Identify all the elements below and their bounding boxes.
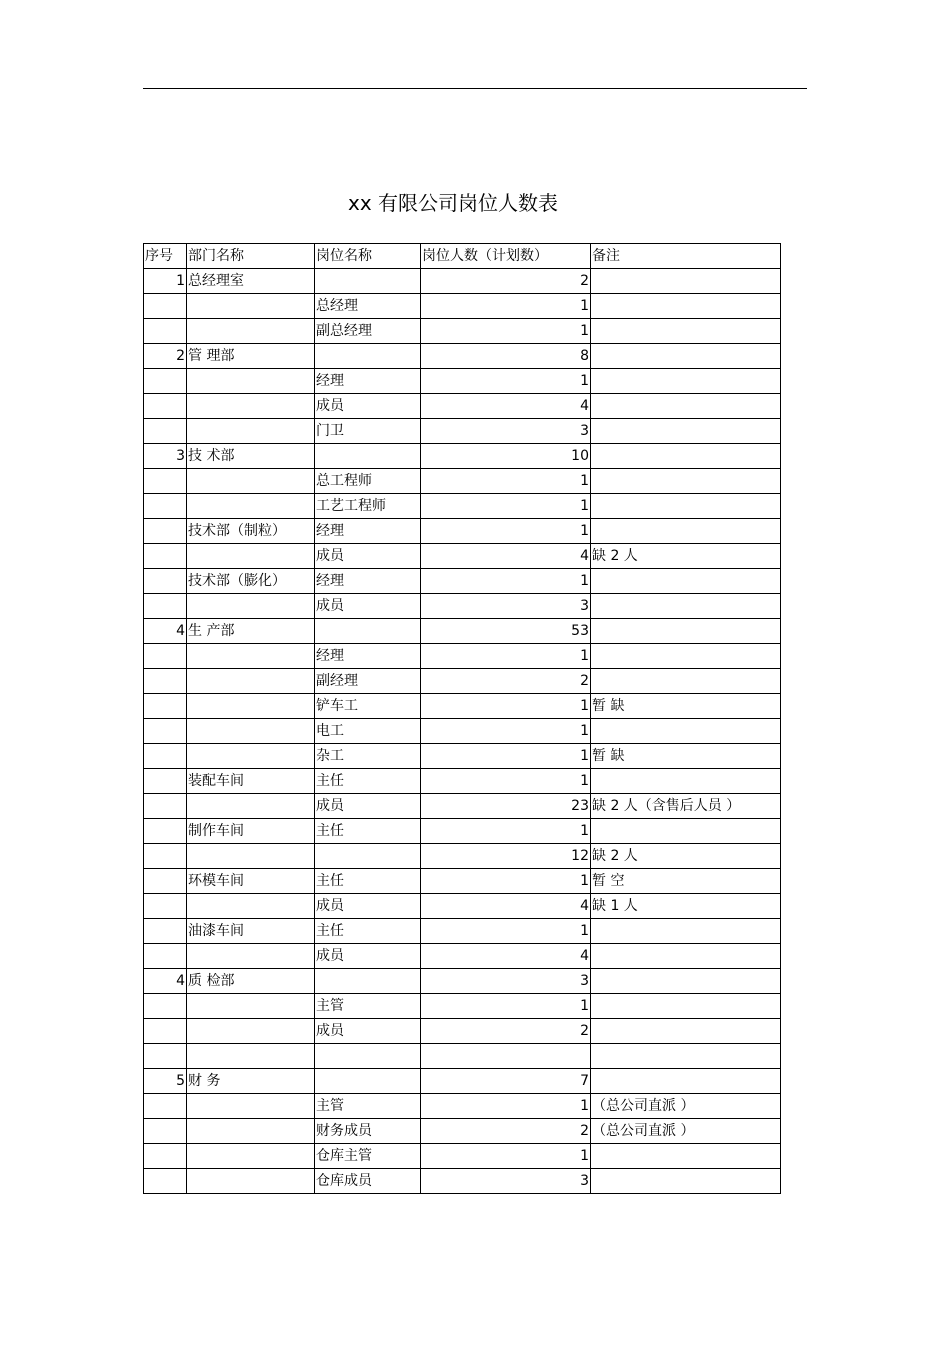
cell-department <box>187 694 315 719</box>
cell-remarks <box>591 969 781 994</box>
cell-position <box>315 444 421 469</box>
table-row <box>144 294 781 319</box>
cell-remarks <box>591 369 781 394</box>
cell-headcount: 8 <box>421 344 591 369</box>
cell-department <box>187 1119 315 1144</box>
cell-index <box>144 1119 187 1144</box>
cell-index <box>144 544 187 569</box>
table-row <box>144 894 781 919</box>
cell-department <box>187 294 315 319</box>
cell-index <box>144 894 187 919</box>
cell-remarks: 缺 2 人 <box>591 844 781 869</box>
cell-headcount: 3 <box>421 419 591 444</box>
cell-remarks <box>591 644 781 669</box>
cell-remarks <box>591 294 781 319</box>
cell-index <box>144 469 187 494</box>
header-cell-index: 序号 <box>144 244 187 269</box>
cell-position <box>315 969 421 994</box>
cell-remarks <box>591 569 781 594</box>
cell-department: 技 术部 <box>187 444 315 469</box>
cell-index <box>144 869 187 894</box>
cell-position: 副经理 <box>315 669 421 694</box>
cell-headcount: 10 <box>421 444 591 469</box>
table-row <box>144 1019 781 1044</box>
cell-index <box>144 844 187 869</box>
cell-headcount: 1 <box>421 644 591 669</box>
cell-remarks <box>591 319 781 344</box>
table-row <box>144 619 781 644</box>
cell-position: 经理 <box>315 644 421 669</box>
table-row <box>144 944 781 969</box>
cell-remarks <box>591 394 781 419</box>
cell-index <box>144 594 187 619</box>
cell-headcount: 53 <box>421 619 591 644</box>
table-row <box>144 1044 781 1069</box>
cell-position: 成员 <box>315 544 421 569</box>
cell-position: 杂工 <box>315 744 421 769</box>
table-row <box>144 544 781 569</box>
table-row <box>144 719 781 744</box>
cell-index <box>144 569 187 594</box>
cell-position: 主任 <box>315 819 421 844</box>
cell-index <box>144 794 187 819</box>
cell-department: 管 理部 <box>187 344 315 369</box>
cell-headcount: 1 <box>421 1144 591 1169</box>
cell-department <box>187 744 315 769</box>
cell-department <box>187 1169 315 1194</box>
cell-department <box>187 944 315 969</box>
cell-remarks <box>591 994 781 1019</box>
table-row <box>144 444 781 469</box>
cell-headcount: 1 <box>421 994 591 1019</box>
cell-remarks <box>591 669 781 694</box>
table-row <box>144 494 781 519</box>
cell-headcount: 1 <box>421 494 591 519</box>
cell-index <box>144 644 187 669</box>
cell-remarks <box>591 769 781 794</box>
table-row <box>144 1119 781 1144</box>
cell-headcount: 2 <box>421 669 591 694</box>
cell-position <box>315 619 421 644</box>
cell-position: 主任 <box>315 919 421 944</box>
cell-headcount: 2 <box>421 1019 591 1044</box>
cell-index <box>144 1094 187 1119</box>
cell-headcount: 4 <box>421 544 591 569</box>
cell-position <box>315 1044 421 1069</box>
cell-index <box>144 1044 187 1069</box>
cell-remarks <box>591 719 781 744</box>
table-row <box>144 994 781 1019</box>
table-body <box>144 269 781 1194</box>
cell-remarks <box>591 1069 781 1094</box>
cell-position: 总经理 <box>315 294 421 319</box>
cell-department <box>187 1094 315 1119</box>
table-row <box>144 844 781 869</box>
cell-headcount: 1 <box>421 294 591 319</box>
cell-index: 3 <box>144 444 187 469</box>
cell-remarks <box>591 1019 781 1044</box>
cell-position: 成员 <box>315 394 421 419</box>
table-row <box>144 594 781 619</box>
cell-headcount: 1 <box>421 319 591 344</box>
cell-headcount: 4 <box>421 944 591 969</box>
cell-remarks <box>591 269 781 294</box>
cell-remarks <box>591 444 781 469</box>
cell-remarks <box>591 819 781 844</box>
table-row <box>144 469 781 494</box>
cell-index <box>144 1144 187 1169</box>
cell-index <box>144 369 187 394</box>
cell-index <box>144 319 187 344</box>
cell-index <box>144 394 187 419</box>
cell-department <box>187 1044 315 1069</box>
table-row <box>144 1169 781 1194</box>
table-row <box>144 644 781 669</box>
cell-position: 门卫 <box>315 419 421 444</box>
cell-department: 总经理室 <box>187 269 315 294</box>
cell-remarks <box>591 594 781 619</box>
table-row <box>144 269 781 294</box>
cell-headcount: 7 <box>421 1069 591 1094</box>
cell-department <box>187 394 315 419</box>
cell-headcount: 4 <box>421 394 591 419</box>
cell-remarks <box>591 344 781 369</box>
cell-headcount: 1 <box>421 369 591 394</box>
cell-headcount: 3 <box>421 1169 591 1194</box>
cell-position: 成员 <box>315 944 421 969</box>
cell-department <box>187 719 315 744</box>
table-row <box>144 794 781 819</box>
cell-index <box>144 669 187 694</box>
cell-department <box>187 644 315 669</box>
cell-department: 环模车间 <box>187 869 315 894</box>
cell-headcount: 2 <box>421 269 591 294</box>
header-rule <box>143 88 807 89</box>
cell-remarks <box>591 919 781 944</box>
cell-department: 技术部（制粒） <box>187 519 315 544</box>
table-row <box>144 769 781 794</box>
cell-department: 生 产部 <box>187 619 315 644</box>
header-cell-headcount: 岗位人数（计划数） <box>421 244 591 269</box>
table-row <box>144 394 781 419</box>
cell-headcount: 1 <box>421 519 591 544</box>
cell-position: 仓库主管 <box>315 1144 421 1169</box>
cell-department: 质 检部 <box>187 969 315 994</box>
table-header-row <box>144 244 781 269</box>
table-row <box>144 369 781 394</box>
cell-department <box>187 419 315 444</box>
table-row <box>144 1069 781 1094</box>
table-row <box>144 744 781 769</box>
cell-position: 电工 <box>315 719 421 744</box>
cell-department <box>187 494 315 519</box>
cell-position: 成员 <box>315 594 421 619</box>
cell-remarks <box>591 469 781 494</box>
cell-remarks <box>591 1044 781 1069</box>
cell-position: 主任 <box>315 869 421 894</box>
cell-headcount: 3 <box>421 969 591 994</box>
cell-position <box>315 344 421 369</box>
cell-department <box>187 319 315 344</box>
cell-remarks: 缺 1 人 <box>591 894 781 919</box>
cell-index <box>144 1019 187 1044</box>
cell-position: 主任 <box>315 769 421 794</box>
table-row <box>144 919 781 944</box>
cell-remarks <box>591 619 781 644</box>
table-row <box>144 969 781 994</box>
table-row <box>144 344 781 369</box>
cell-remarks <box>591 1169 781 1194</box>
cell-department <box>187 594 315 619</box>
cell-headcount: 1 <box>421 769 591 794</box>
cell-remarks <box>591 944 781 969</box>
table-row <box>144 819 781 844</box>
cell-department: 技术部（膨化） <box>187 569 315 594</box>
cell-headcount: 1 <box>421 469 591 494</box>
cell-department <box>187 469 315 494</box>
table-row <box>144 1144 781 1169</box>
cell-position: 成员 <box>315 1019 421 1044</box>
cell-position: 经理 <box>315 369 421 394</box>
cell-position: 总工程师 <box>315 469 421 494</box>
cell-index: 4 <box>144 619 187 644</box>
cell-position: 成员 <box>315 894 421 919</box>
cell-remarks: 暂 空 <box>591 869 781 894</box>
cell-department <box>187 994 315 1019</box>
cell-department: 装配车间 <box>187 769 315 794</box>
cell-department <box>187 844 315 869</box>
cell-position: 财务成员 <box>315 1119 421 1144</box>
cell-index <box>144 419 187 444</box>
cell-index: 1 <box>144 269 187 294</box>
cell-department: 油漆车间 <box>187 919 315 944</box>
cell-index <box>144 494 187 519</box>
cell-headcount: 1 <box>421 919 591 944</box>
table-row <box>144 319 781 344</box>
cell-index: 5 <box>144 1069 187 1094</box>
cell-position: 主管 <box>315 994 421 1019</box>
cell-index <box>144 519 187 544</box>
cell-department <box>187 669 315 694</box>
cell-headcount: 12 <box>421 844 591 869</box>
cell-position: 经理 <box>315 569 421 594</box>
cell-remarks: 暂 缺 <box>591 694 781 719</box>
cell-remarks: （总公司直派 ） <box>591 1094 781 1119</box>
table-row <box>144 1094 781 1119</box>
cell-department <box>187 794 315 819</box>
cell-headcount: 1 <box>421 569 591 594</box>
cell-remarks <box>591 494 781 519</box>
cell-index <box>144 294 187 319</box>
cell-position <box>315 844 421 869</box>
staff-table <box>143 243 781 1194</box>
header-cell-remarks: 备注 <box>591 244 781 269</box>
cell-position: 工艺工程师 <box>315 494 421 519</box>
cell-position: 主管 <box>315 1094 421 1119</box>
cell-department: 财 务 <box>187 1069 315 1094</box>
cell-headcount: 23 <box>421 794 591 819</box>
cell-position <box>315 269 421 294</box>
cell-department <box>187 894 315 919</box>
table-row <box>144 419 781 444</box>
cell-index <box>144 744 187 769</box>
cell-position: 成员 <box>315 794 421 819</box>
cell-remarks: 暂 缺 <box>591 744 781 769</box>
table-row <box>144 669 781 694</box>
cell-headcount: 1 <box>421 694 591 719</box>
table-row <box>144 519 781 544</box>
cell-remarks: （总公司直派 ） <box>591 1119 781 1144</box>
cell-position: 经理 <box>315 519 421 544</box>
cell-position: 铲车工 <box>315 694 421 719</box>
cell-headcount: 1 <box>421 1094 591 1119</box>
cell-headcount: 1 <box>421 744 591 769</box>
cell-remarks <box>591 519 781 544</box>
table-row <box>144 694 781 719</box>
cell-index <box>144 694 187 719</box>
cell-headcount: 4 <box>421 894 591 919</box>
cell-headcount: 3 <box>421 594 591 619</box>
table-row <box>144 569 781 594</box>
table-row <box>144 869 781 894</box>
cell-headcount: 1 <box>421 719 591 744</box>
header-cell-department: 部门名称 <box>187 244 315 269</box>
cell-index <box>144 944 187 969</box>
cell-remarks: 缺 2 人 <box>591 544 781 569</box>
header-cell-position: 岗位名称 <box>315 244 421 269</box>
cell-index: 2 <box>144 344 187 369</box>
cell-department <box>187 1144 315 1169</box>
cell-remarks <box>591 419 781 444</box>
cell-headcount: 1 <box>421 819 591 844</box>
cell-remarks: 缺 2 人（含售后人员 ） <box>591 794 781 819</box>
cell-department <box>187 1019 315 1044</box>
cell-remarks <box>591 1144 781 1169</box>
document-title: xx 有限公司岗位人数表 <box>347 191 559 215</box>
cell-position: 仓库成员 <box>315 1169 421 1194</box>
cell-headcount: 1 <box>421 869 591 894</box>
cell-department <box>187 369 315 394</box>
cell-department: 制作车间 <box>187 819 315 844</box>
cell-index <box>144 719 187 744</box>
cell-index <box>144 1169 187 1194</box>
cell-index <box>144 819 187 844</box>
cell-department <box>187 544 315 569</box>
cell-index <box>144 769 187 794</box>
cell-index: 4 <box>144 969 187 994</box>
cell-index <box>144 919 187 944</box>
cell-index <box>144 994 187 1019</box>
cell-position: 副总经理 <box>315 319 421 344</box>
cell-headcount: 2 <box>421 1119 591 1144</box>
cell-headcount <box>421 1044 591 1069</box>
cell-position <box>315 1069 421 1094</box>
